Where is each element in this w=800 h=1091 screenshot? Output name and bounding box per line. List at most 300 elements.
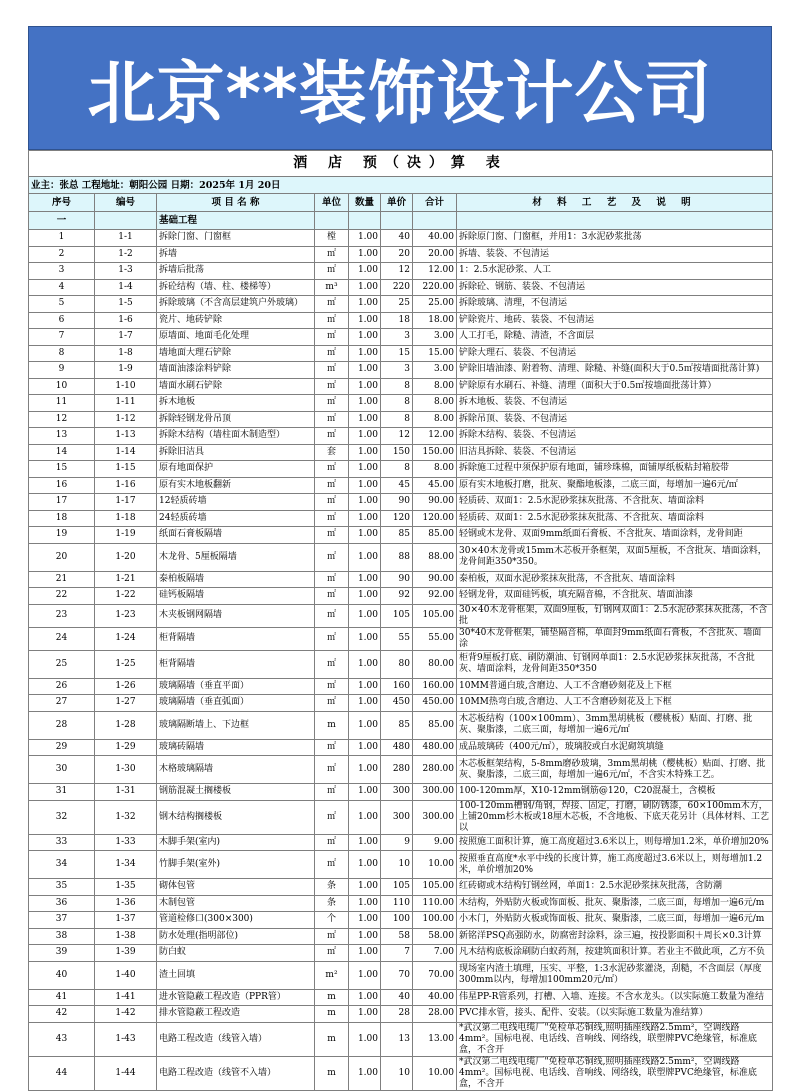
cell-no: 7 (29, 329, 95, 346)
cell-qty: 1.00 (349, 895, 381, 912)
cell-total: 15.00 (413, 345, 457, 362)
cell-no: 32 (29, 800, 95, 834)
cell-item-name: 12轻质砖墙 (157, 494, 315, 511)
cell-qty: 1.00 (349, 1006, 381, 1023)
cell-qty: 1.00 (349, 604, 381, 627)
cell-code: 1-44 (95, 1056, 157, 1090)
cell-item-name: 墙地面大理石铲除 (157, 345, 315, 362)
cell-total: 120.00 (413, 510, 457, 527)
table-row (29, 989, 773, 1006)
cell-total: 40.00 (413, 989, 457, 1006)
doc-title: 酒 店 预（决）算 表 (29, 151, 773, 177)
cell-qty: 1.00 (349, 527, 381, 544)
cell-unit: ㎡ (315, 604, 349, 627)
spreadsheet (28, 26, 772, 1089)
cell-code: 1-22 (95, 588, 157, 605)
table-row (29, 411, 773, 428)
table-row (29, 230, 773, 247)
cell-unit: ㎡ (315, 246, 349, 263)
cell-item-name: 拆除木结构（墙柱面木制造型） (157, 428, 315, 445)
cell-price: 15 (381, 345, 413, 362)
cell-total: 8.00 (413, 395, 457, 412)
cell-code: 1-36 (95, 895, 157, 912)
company-banner (28, 26, 772, 150)
cell-no: 6 (29, 312, 95, 329)
cell-qty: 1.00 (349, 678, 381, 695)
header-price: 单价 (381, 194, 413, 212)
cell-qty: 1.00 (349, 263, 381, 280)
cell-description: 拆墙、装袋、不包清运 (457, 246, 773, 263)
cell-total: 480.00 (413, 739, 457, 756)
cell-qty: 1.00 (349, 571, 381, 588)
cell-description: *武汉第二电线电缆厂"免检单芯铜线,照明插座线路2.5mm²，空调线路4mm²。国标电视、电话线、音响线、网络线，联塑牌PVC绝缘管，标准底盒，不含开 (457, 1022, 773, 1056)
cell-price: 92 (381, 588, 413, 605)
cell-qty: 1.00 (349, 650, 381, 678)
cell-no: 44 (29, 1056, 95, 1090)
cell-item-name: 原墙面、地面毛化处理 (157, 329, 315, 346)
cell-unit: 樘 (315, 230, 349, 247)
cell-price: 25 (381, 296, 413, 313)
cell-no: 33 (29, 834, 95, 851)
cell-unit: ㎡ (315, 510, 349, 527)
cell-code: 1-25 (95, 650, 157, 678)
cell-price: 120 (381, 510, 413, 527)
cell-description: 按照施工面积计算，施工高度超过3.6米以上，则每增加1.2米，单价增加20% (457, 834, 773, 851)
cell-price: 10 (381, 1056, 413, 1090)
cell-description: 拆木地板、装袋、不包清运 (457, 395, 773, 412)
cell-price: 220 (381, 279, 413, 296)
cell-code: 1-12 (95, 411, 157, 428)
cell-item-name: 原有实木地板翻新 (157, 477, 315, 494)
cell-code: 1-37 (95, 912, 157, 929)
cell-code: 1-19 (95, 527, 157, 544)
cell-qty: 1.00 (349, 246, 381, 263)
cell-no: 4 (29, 279, 95, 296)
cell-qty: 1.00 (349, 477, 381, 494)
cell-code: 1-43 (95, 1022, 157, 1056)
header-description: 材 料 工 艺 及 说 明 (457, 194, 773, 212)
cell-description: *武汉第二电线电缆厂"免检单芯铜线,照明插座线路2.5mm²，空调线路4mm²。国标电视、电话线、音响线、网络线，联塑牌PVC绝缘管，标准底盒，不含开 (457, 1056, 773, 1090)
cell-unit: ㎡ (315, 650, 349, 678)
cell-code: 1-28 (95, 711, 157, 739)
cell-qty: 1.00 (349, 851, 381, 879)
table-row (29, 879, 773, 896)
cell-no: 9 (29, 362, 95, 379)
cell-unit: 条 (315, 895, 349, 912)
cell-unit: ㎡ (315, 945, 349, 962)
cell-no: 27 (29, 695, 95, 712)
cell-unit: m² (315, 961, 349, 989)
cell-price: 7 (381, 945, 413, 962)
cell-total: 55.00 (413, 627, 457, 650)
cell-code: 1-3 (95, 263, 157, 280)
cell-qty: 1.00 (349, 230, 381, 247)
cell-unit: ㎡ (315, 378, 349, 395)
cell-total: 300.00 (413, 784, 457, 801)
cell-code: 1-30 (95, 756, 157, 784)
cell-code: 1-24 (95, 627, 157, 650)
cell-price: 105 (381, 879, 413, 896)
cell-total: 90.00 (413, 571, 457, 588)
cell-no: 19 (29, 527, 95, 544)
cell-total: 100.00 (413, 912, 457, 929)
cell-price: 450 (381, 695, 413, 712)
cell-item-name: 硅钙板隔墙 (157, 588, 315, 605)
section-name: 基础工程 (157, 212, 315, 230)
cell-code: 1-18 (95, 510, 157, 527)
cell-unit: ㎡ (315, 296, 349, 313)
cell-qty: 1.00 (349, 296, 381, 313)
cell-total: 220.00 (413, 279, 457, 296)
cell-total: 18.00 (413, 312, 457, 329)
cell-description: 新铭洋PSQ高强防水，防腐密封涂料，涂三遍，按投影面积＋周长×0.3计算 (457, 928, 773, 945)
cell-description: PVC排水管，接头、配件、安装。（以实际施工数量为准结算） (457, 1006, 773, 1023)
cell-item-name: 钢木结构搁楼板 (157, 800, 315, 834)
cell-no: 15 (29, 461, 95, 478)
cell-no: 10 (29, 378, 95, 395)
table-row (29, 494, 773, 511)
section-code (95, 212, 157, 230)
cell-description: 铲除原有水刷石、补缝、清理（面积大于0.5㎡按墙面批荡计算） (457, 378, 773, 395)
cell-qty: 1.00 (349, 588, 381, 605)
cell-qty: 1.00 (349, 928, 381, 945)
cell-description: 木芯板结构（100×100mm）、3mm黑胡桃板（樱桃板）贴面、打磨、批灰、聚脂漆，二底三面，每增加一遍6元/㎡ (457, 711, 773, 739)
cell-price: 80 (381, 650, 413, 678)
section-row (29, 212, 773, 230)
cell-price: 300 (381, 800, 413, 834)
cell-qty: 1.00 (349, 834, 381, 851)
cell-total: 300.00 (413, 800, 457, 834)
table-row (29, 246, 773, 263)
cell-unit: ㎡ (315, 329, 349, 346)
header-total: 合计 (413, 194, 457, 212)
cell-item-name: 拆除玻璃（不含高层建筑户外玻璃） (157, 296, 315, 313)
table-row (29, 895, 773, 912)
cell-item-name: 瓷片、地砖铲除 (157, 312, 315, 329)
cell-total: 110.00 (413, 895, 457, 912)
cell-total: 8.00 (413, 411, 457, 428)
cell-qty: 1.00 (349, 695, 381, 712)
cell-code: 1-35 (95, 879, 157, 896)
cell-qty: 1.00 (349, 627, 381, 650)
cell-item-name: 木脚手架(室内) (157, 834, 315, 851)
cell-unit: ㎡ (315, 345, 349, 362)
cell-unit: ㎡ (315, 543, 349, 571)
cell-no: 21 (29, 571, 95, 588)
cell-item-name: 柜背隔墙 (157, 627, 315, 650)
header-unit: 单位 (315, 194, 349, 212)
cell-total: 8.00 (413, 378, 457, 395)
table-row (29, 695, 773, 712)
cell-no: 8 (29, 345, 95, 362)
cell-unit: ㎡ (315, 461, 349, 478)
cell-unit: ㎡ (315, 571, 349, 588)
cell-no: 29 (29, 739, 95, 756)
cell-price: 8 (381, 461, 413, 478)
cell-description: 现场室内渣土填理，压实、平整，1:3水泥砂浆灌浇，刮糙，不含面层（厚度300mm以内，每增加100mm20元/㎡） (457, 961, 773, 989)
cell-no: 5 (29, 296, 95, 313)
cell-total: 150.00 (413, 444, 457, 461)
cell-price: 40 (381, 989, 413, 1006)
table-row (29, 961, 773, 989)
cell-qty: 1.00 (349, 279, 381, 296)
table-row (29, 477, 773, 494)
cell-total: 12.00 (413, 428, 457, 445)
cell-code: 1-34 (95, 851, 157, 879)
table-row (29, 345, 773, 362)
cell-code: 1-32 (95, 800, 157, 834)
cell-no: 13 (29, 428, 95, 445)
info-row (29, 177, 773, 194)
cell-qty: 1.00 (349, 711, 381, 739)
cell-item-name: 电路工程改造（线管不入墙） (157, 1056, 315, 1090)
cell-item-name: 管道检修口(300×300) (157, 912, 315, 929)
cell-no: 35 (29, 879, 95, 896)
cell-code: 1-31 (95, 784, 157, 801)
cell-description: 旧洁具拆除、装袋、不包清运 (457, 444, 773, 461)
cell-no: 40 (29, 961, 95, 989)
cell-total: 70.00 (413, 961, 457, 989)
cell-code: 1-5 (95, 296, 157, 313)
section-no: 一 (29, 212, 95, 230)
cell-total: 105.00 (413, 604, 457, 627)
table-row (29, 604, 773, 627)
cell-unit: ㎡ (315, 784, 349, 801)
cell-price: 100 (381, 912, 413, 929)
cell-unit: ㎡ (315, 263, 349, 280)
cell-item-name: 进水管隐蔽工程改造（PPR管） (157, 989, 315, 1006)
table-row (29, 461, 773, 478)
cell-total: 80.00 (413, 650, 457, 678)
cell-unit: m (315, 989, 349, 1006)
table-row (29, 527, 773, 544)
cell-price: 9 (381, 834, 413, 851)
table-row (29, 378, 773, 395)
cell-item-name: 防白蚁 (157, 945, 315, 962)
cell-description: 成品玻璃砖（400元/㎡），玻璃胶或白水泥砌筑填缝 (457, 739, 773, 756)
cell-total: 3.00 (413, 329, 457, 346)
table-row (29, 800, 773, 834)
cell-code: 1-1 (95, 230, 157, 247)
cell-unit: m (315, 1056, 349, 1090)
cell-price: 90 (381, 571, 413, 588)
table-row (29, 588, 773, 605)
cell-code: 1-2 (95, 246, 157, 263)
cell-price: 3 (381, 362, 413, 379)
cell-total: 85.00 (413, 527, 457, 544)
cell-description: 轻钢或木龙骨、双面9mm纸面石膏板、不含批灰、墙面涂料，龙骨间距 (457, 527, 773, 544)
cell-item-name: 拆墙 (157, 246, 315, 263)
cell-unit: ㎡ (315, 756, 349, 784)
cell-description: 30×40木龙骨或15mm木芯板开条框架，双面5厘板，不含批灰、墙面涂料，龙骨间距350*350。 (457, 543, 773, 571)
table-row (29, 395, 773, 412)
cell-code: 1-39 (95, 945, 157, 962)
cell-description: 凡木结构底板涂刷防白蚁药剂，按建筑面积计算。若业主不做此项，乙方不负 (457, 945, 773, 962)
cell-total: 92.00 (413, 588, 457, 605)
cell-qty: 1.00 (349, 428, 381, 445)
cell-description: 小木门，外贴防火板或饰面板、批灰、聚脂漆，二底三面，每增加一遍6元/m (457, 912, 773, 929)
cell-price: 55 (381, 627, 413, 650)
cell-no: 43 (29, 1022, 95, 1056)
cell-code: 1-40 (95, 961, 157, 989)
budget-table (28, 150, 773, 1091)
cell-total: 450.00 (413, 695, 457, 712)
table-row (29, 834, 773, 851)
cell-total: 85.00 (413, 711, 457, 739)
cell-price: 28 (381, 1006, 413, 1023)
cell-qty: 1.00 (349, 1056, 381, 1090)
cell-unit: ㎡ (315, 695, 349, 712)
cell-code: 1-38 (95, 928, 157, 945)
cell-description: 拆除木结构、装袋、不包清运 (457, 428, 773, 445)
table-row (29, 756, 773, 784)
cell-description: 泰柏板，双面水泥砂浆抹灰批荡，不含批灰、墙面涂料 (457, 571, 773, 588)
cell-code: 1-26 (95, 678, 157, 695)
cell-description: 伟星PP-R管系列，打槽、入墙、连接。不含水龙头。（以实际施工数量为准结 (457, 989, 773, 1006)
cell-price: 90 (381, 494, 413, 511)
cell-total: 28.00 (413, 1006, 457, 1023)
cell-unit: ㎡ (315, 588, 349, 605)
cell-item-name: 砌体包管 (157, 879, 315, 896)
table-row (29, 711, 773, 739)
cell-no: 28 (29, 711, 95, 739)
table-row (29, 279, 773, 296)
cell-description: 拆除玻璃、清理，不包清运 (457, 296, 773, 313)
cell-item-name: 排水管隐蔽工程改造 (157, 1006, 315, 1023)
cell-code: 1-4 (95, 279, 157, 296)
cell-description: 拆除砼、钢筋、装袋、不包清运 (457, 279, 773, 296)
cell-total: 3.00 (413, 362, 457, 379)
table-row (29, 1006, 773, 1023)
cell-no: 37 (29, 912, 95, 929)
cell-code: 1-27 (95, 695, 157, 712)
cell-qty: 1.00 (349, 444, 381, 461)
cell-code: 1-21 (95, 571, 157, 588)
cell-description: 轻钢龙骨，双面硅钙板，填充隔音棉，不含批灰、墙面油漆 (457, 588, 773, 605)
table-row (29, 851, 773, 879)
cell-qty: 1.00 (349, 739, 381, 756)
cell-item-name: 原有地面保护 (157, 461, 315, 478)
table-row (29, 444, 773, 461)
cell-description: 柜背9厘板打底、刷防潮油、钉钢网单面1：2.5水泥砂浆抹灰批荡，不含批灰、墙面涂料，龙骨间距350*350 (457, 650, 773, 678)
cell-description: 红砖砌或木结构钉钢丝网，单面1：2.5水泥砂浆抹灰批荡，含防潮 (457, 879, 773, 896)
cell-unit: m³ (315, 279, 349, 296)
cell-description: 1：2.5水泥砂浆、人工 (457, 263, 773, 280)
cell-price: 110 (381, 895, 413, 912)
cell-item-name: 拆除旧洁具 (157, 444, 315, 461)
table-row (29, 784, 773, 801)
cell-item-name: 拆墙后批荡 (157, 263, 315, 280)
cell-qty: 1.00 (349, 756, 381, 784)
cell-no: 25 (29, 650, 95, 678)
cell-price: 3 (381, 329, 413, 346)
cell-price: 8 (381, 411, 413, 428)
header-no: 序号 (29, 194, 95, 212)
cell-total: 88.00 (413, 543, 457, 571)
cell-unit: m (315, 1006, 349, 1023)
cell-no: 41 (29, 989, 95, 1006)
cell-no: 34 (29, 851, 95, 879)
cell-total: 8.00 (413, 461, 457, 478)
cell-unit: ㎡ (315, 411, 349, 428)
cell-no: 18 (29, 510, 95, 527)
cell-qty: 1.00 (349, 945, 381, 962)
cell-no: 38 (29, 928, 95, 945)
cell-code: 1-33 (95, 834, 157, 851)
cell-unit: ㎡ (315, 678, 349, 695)
cell-item-name: 玻璃隔断墙上、下边框 (157, 711, 315, 739)
table-row (29, 945, 773, 962)
cell-item-name: 木龙骨、5厘板隔墙 (157, 543, 315, 571)
cell-price: 8 (381, 378, 413, 395)
cell-code: 1-14 (95, 444, 157, 461)
cell-price: 58 (381, 928, 413, 945)
doc-title-row (29, 151, 773, 177)
cell-item-name: 木夹板钢网隔墙 (157, 604, 315, 627)
cell-unit: ㎡ (315, 851, 349, 879)
header-item-name: 项 目 名 称 (157, 194, 315, 212)
cell-unit: ㎡ (315, 834, 349, 851)
cell-unit: m (315, 1022, 349, 1056)
cell-description: 100-120mm槽钢/角钢，焊接、固定，打磨，刷防锈漆，60×100mm木方，上铺20mm杉木板或18厘木芯板，不含地板、下底天花另计（具体材料、工艺以 (457, 800, 773, 834)
cell-item-name: 纸面石膏板隔墙 (157, 527, 315, 544)
cell-item-name: 拆除门窗、门窗框 (157, 230, 315, 247)
cell-description: 拆除吊顶、装袋、不包清运 (457, 411, 773, 428)
table-row (29, 912, 773, 929)
cell-item-name: 玻璃砖隔墙 (157, 739, 315, 756)
table-row (29, 428, 773, 445)
cell-description: 木结构，外贴防火板或饰面板、批灰、聚脂漆，二底三面，每增加一遍6元/m (457, 895, 773, 912)
table-row (29, 928, 773, 945)
cell-total: 280.00 (413, 756, 457, 784)
cell-unit: ㎡ (315, 928, 349, 945)
cell-price: 12 (381, 428, 413, 445)
cell-price: 88 (381, 543, 413, 571)
cell-total: 7.00 (413, 945, 457, 962)
cell-qty: 1.00 (349, 543, 381, 571)
cell-no: 39 (29, 945, 95, 962)
cell-item-name: 玻璃隔墙（垂直弧面） (157, 695, 315, 712)
cell-unit: 条 (315, 879, 349, 896)
cell-item-name: 拆除轻钢龙骨吊顶 (157, 411, 315, 428)
cell-unit: ㎡ (315, 527, 349, 544)
cell-item-name: 柜背隔墙 (157, 650, 315, 678)
cell-qty: 1.00 (349, 1022, 381, 1056)
cell-item-name: 墙面水刷石铲除 (157, 378, 315, 395)
cell-description: 10MM普通白玻,含磨边、人工不含磨砂刻花及上下框 (457, 678, 773, 695)
cell-description: 按照垂直高度*水平中线的长度计算，施工高度超过3.6米以上，则每增加1.2米，单价增加20% (457, 851, 773, 879)
cell-price: 300 (381, 784, 413, 801)
table-row (29, 296, 773, 313)
cell-description: 木芯板框架结构，5-8mm磨砂玻璃，3mm黑胡桃（樱桃板）贴面、打磨、批灰、聚脂漆，二底三面，每增加一遍6元/㎡，不含实木特殊工艺。 (457, 756, 773, 784)
cell-price: 150 (381, 444, 413, 461)
cell-total: 160.00 (413, 678, 457, 695)
cell-no: 24 (29, 627, 95, 650)
cell-description: 拆除原门窗、门窗框，并用1：3水泥砂浆批荡 (457, 230, 773, 247)
cell-total: 13.00 (413, 1022, 457, 1056)
table-row (29, 263, 773, 280)
cell-total: 20.00 (413, 246, 457, 263)
cell-price: 45 (381, 477, 413, 494)
cell-price: 40 (381, 230, 413, 247)
cell-description: 100-120mm厚，X10-12mm钢筋@120，C20混凝土，含模板 (457, 784, 773, 801)
cell-code: 1-9 (95, 362, 157, 379)
cell-unit: ㎡ (315, 362, 349, 379)
cell-qty: 1.00 (349, 395, 381, 412)
project-info: 业主：张总 工程地址：朝阳公园 日期：2025年 1月 20日 (29, 177, 773, 194)
header-row (29, 194, 773, 212)
cell-total: 40.00 (413, 230, 457, 247)
